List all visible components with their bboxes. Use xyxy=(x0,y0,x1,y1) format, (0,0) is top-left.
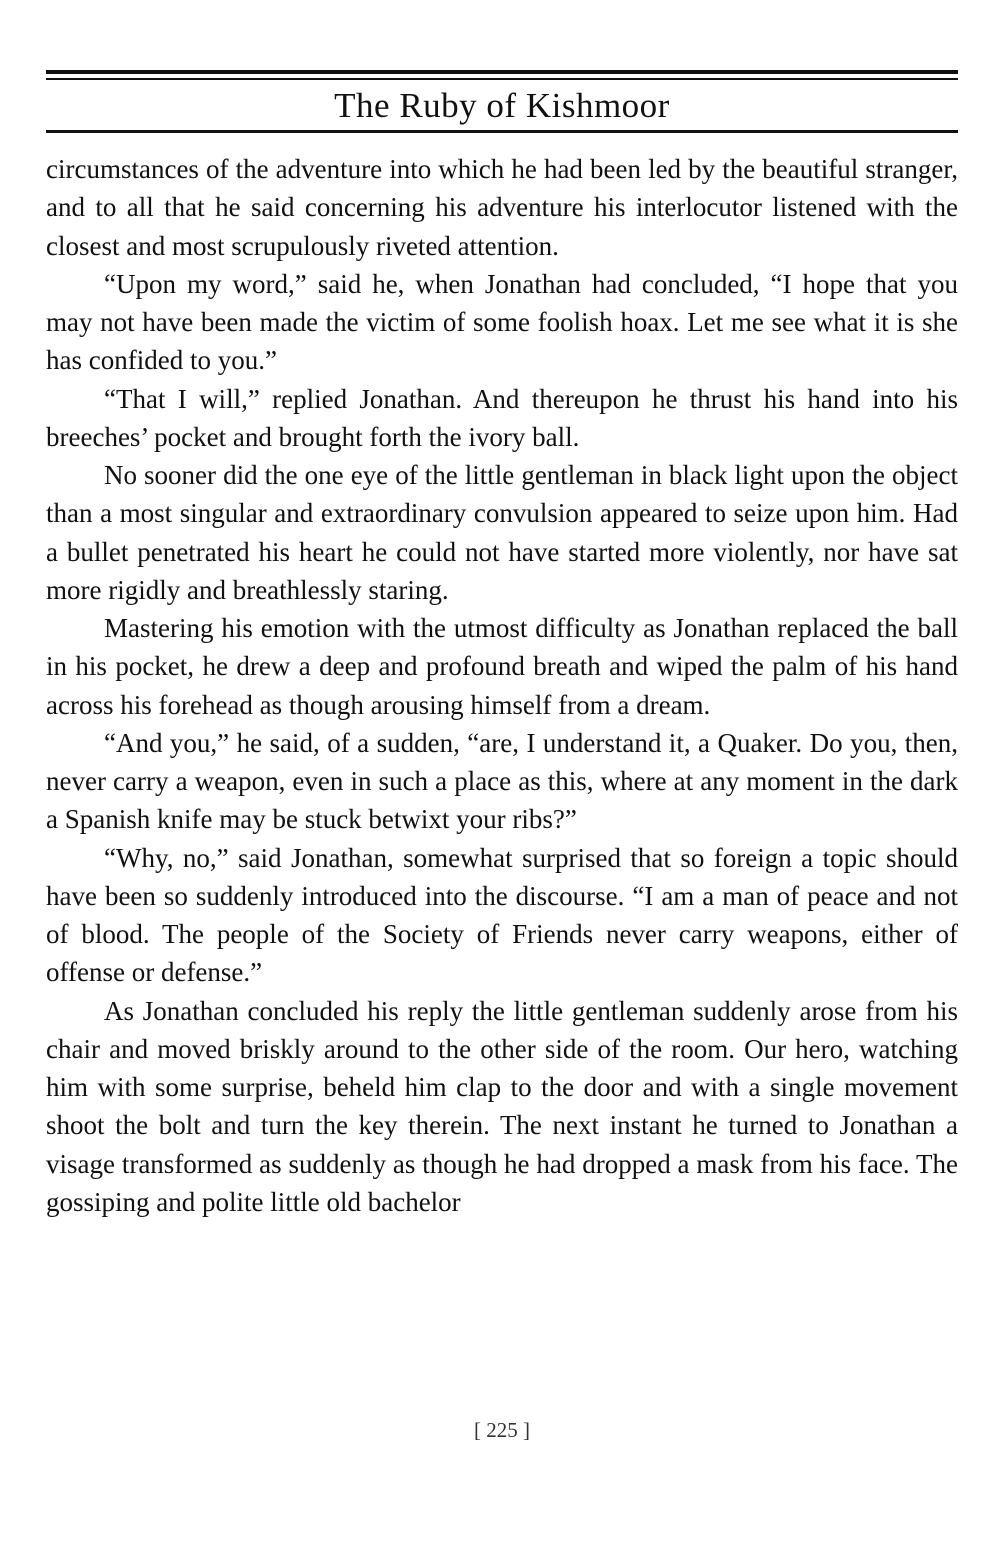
page-number: [ 225 ] xyxy=(474,1418,530,1442)
header-rule-thin xyxy=(46,78,958,80)
header-rule-bottom xyxy=(46,130,958,133)
paragraph-continued: circumstances of the adventure into which he had been led by the beautiful stranger, and to all that he said concerning his adventure his interlocutor listened with the closest and most scrupulously riveted attention. xyxy=(46,154,958,261)
paragraph: Mastering his emotion with the utmost difficulty as Jonathan replaced the ball in his pocket, he drew a deep and profound breath and wiped the palm of his hand across his forehead as though arousing himself from a dream. xyxy=(46,613,958,720)
paragraph: “Upon my word,” said he, when Jonathan had concluded, “I hope that you may not have been made the victim of some foolish hoax. Let me see what it is she has confided to you.” xyxy=(46,268,958,376)
header-rule-thick xyxy=(46,70,958,74)
running-title: The Ruby of Kishmoor xyxy=(334,86,670,125)
paragraph: As Jonathan concluded his reply the little gentleman suddenly arose from his chair and moved briskly around to the other side of the room. Our hero, watching him with some surprise, beheld him clap to the door and with a single movement shoot the bolt and turn the key therein. The next instant he turned to Jonathan a visage transformed as suddenly as though he had dropped a mask from his face. The gossiping and polite little old bachelor xyxy=(46,995,958,1217)
paragraph: “And you,” he said, of a sudden, “are, I understand it, a Quaker. Do you, then, never carry a weapon, even in such a place as this, where at any moment in the dark a Spanish knife may be stuck betwixt your ribs?” xyxy=(46,727,958,835)
paragraph: “Why, no,” said Jonathan, somewhat surprised that so foreign a topic should have been so suddenly introduced into the discourse. “I am a man of peace and not of blood. The people of the Society of Friends never carry weapons, either of offense or defense.” xyxy=(46,842,958,988)
body-text xyxy=(46,150,958,1221)
paragraph: “That I will,” replied Jonathan. And thereupon he thrust his hand into his breeches’ pocket and brought forth the ivory ball. xyxy=(46,383,958,452)
paragraph: No sooner did the one eye of the little gentleman in black light upon the object than a most singular and extraordinary convulsion appeared to seize upon him. Had a bullet penetrated his heart he could not have started more violently, nor have sat more rigidly and breathlessly staring. xyxy=(46,460,958,605)
